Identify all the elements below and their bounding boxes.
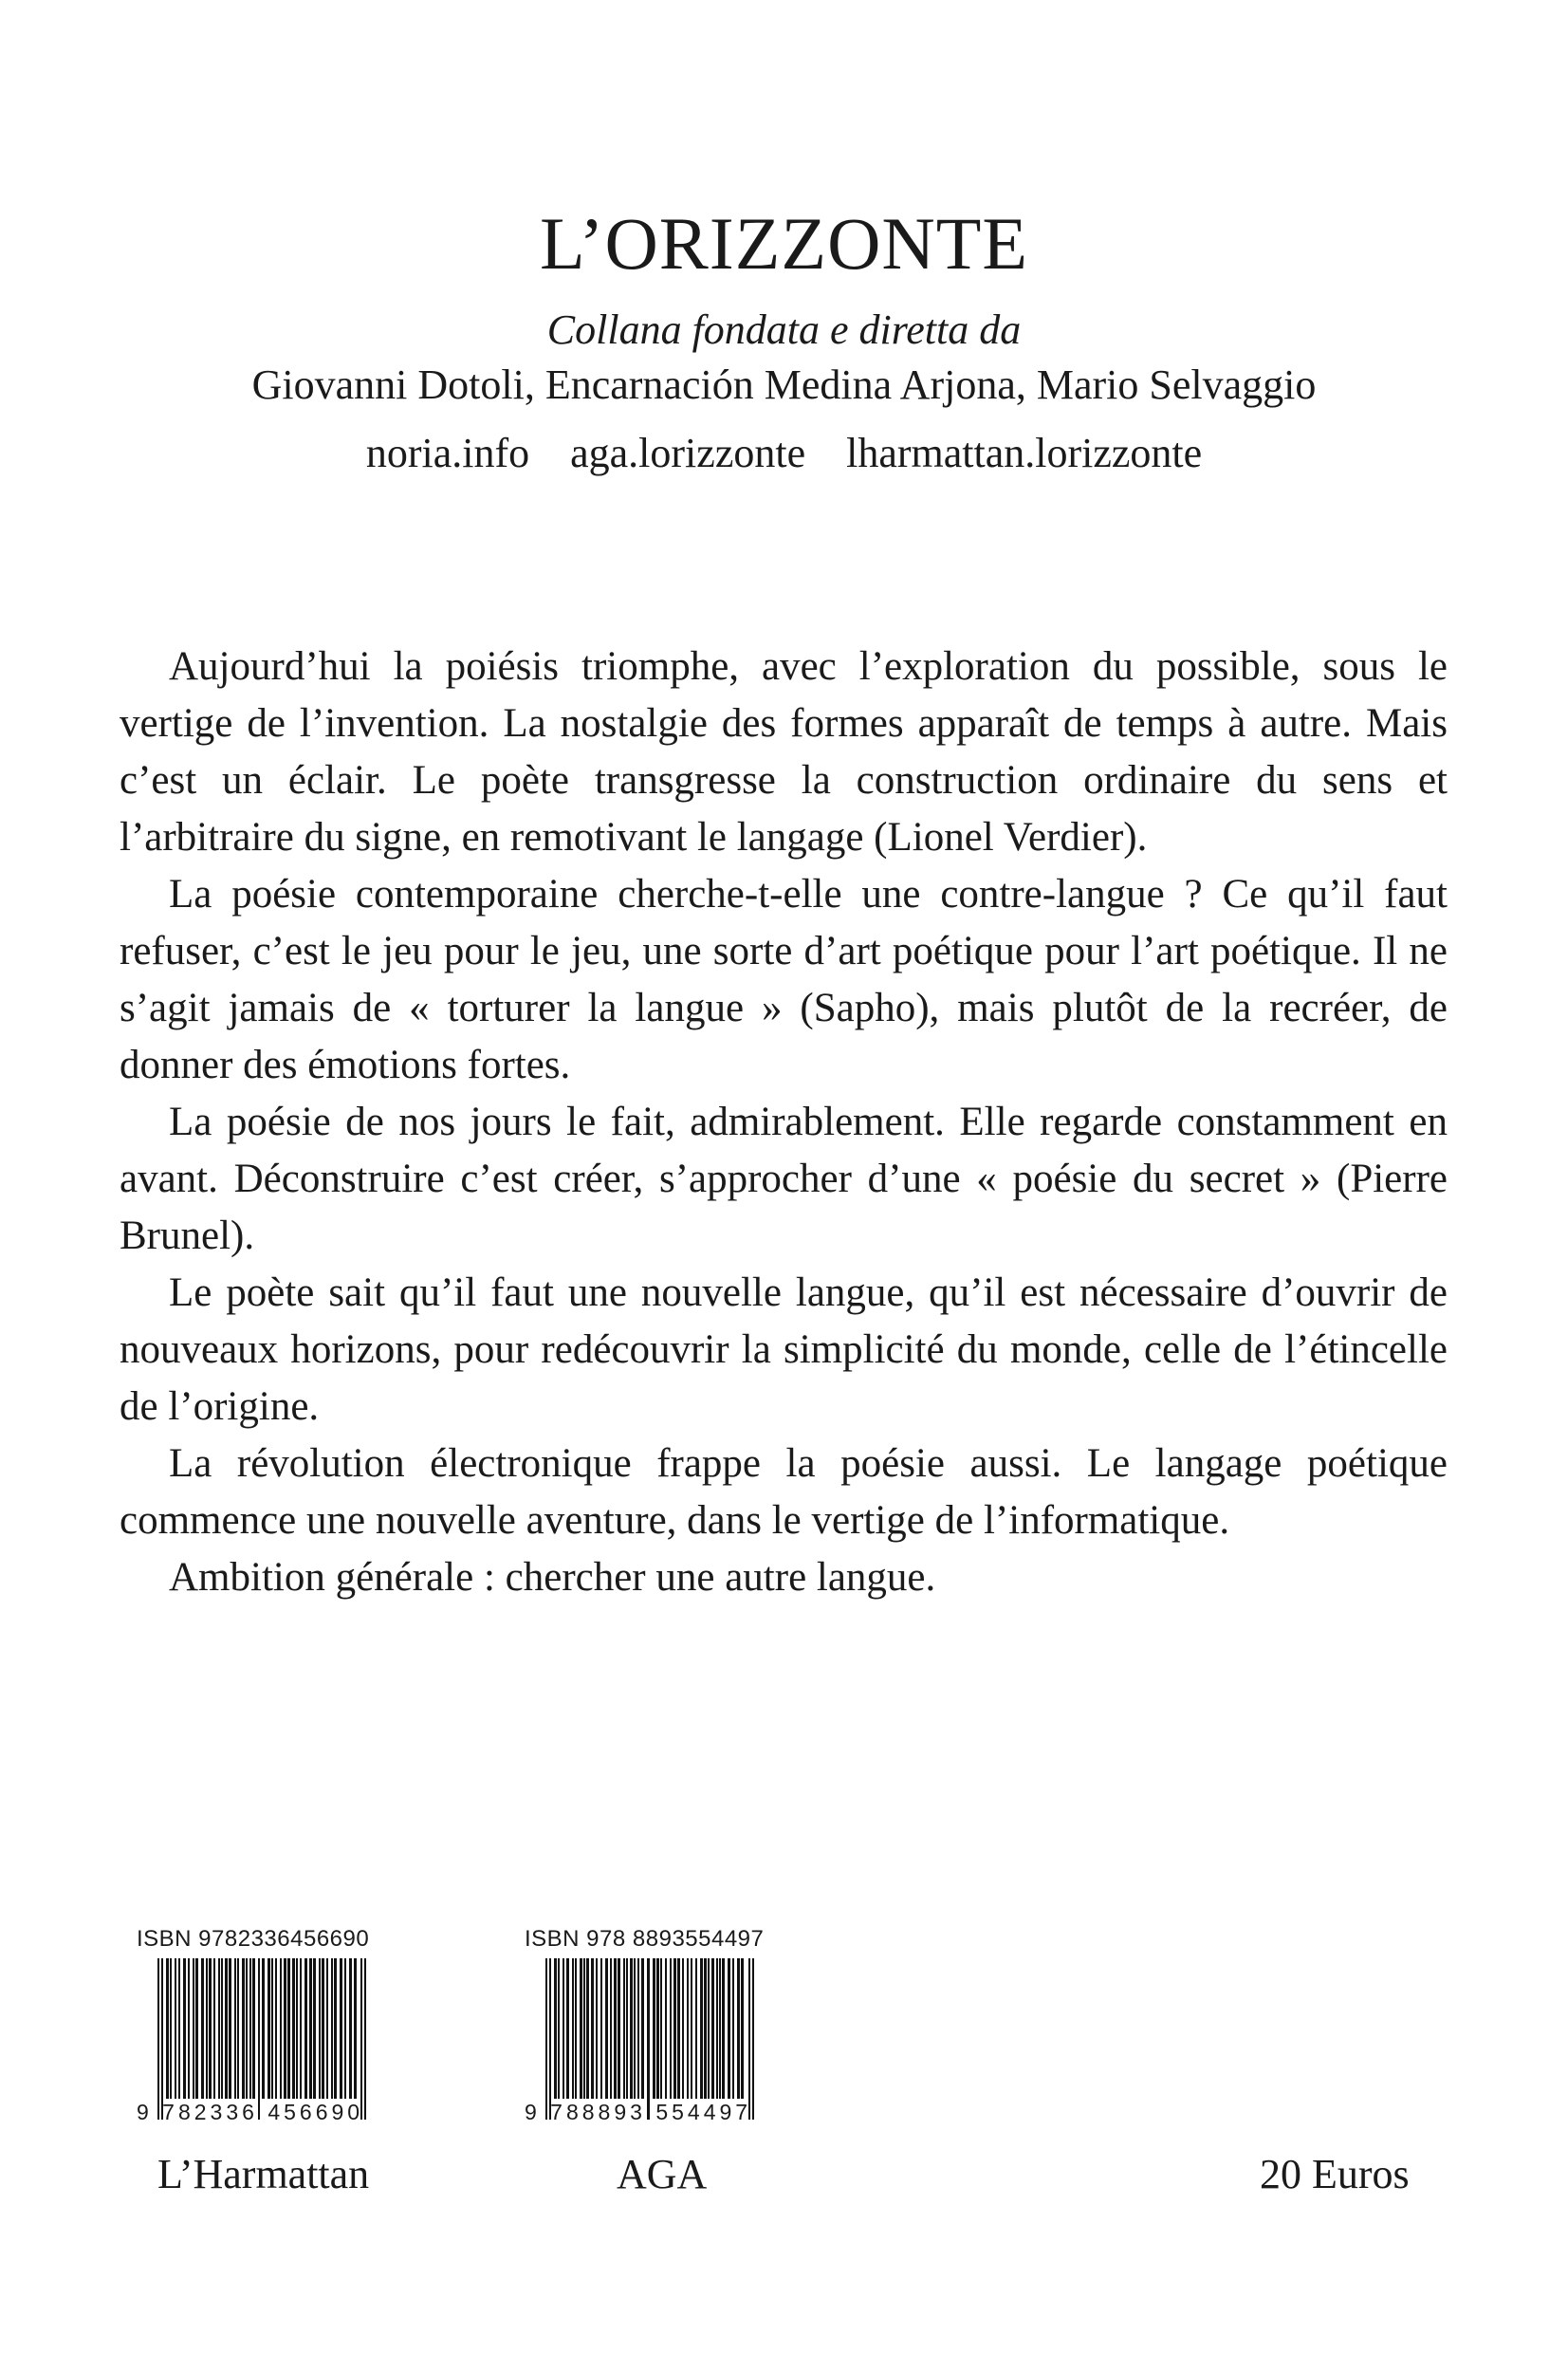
barcode-bar xyxy=(280,1958,282,2099)
barcode-bar xyxy=(364,1958,366,2120)
barcode-bar xyxy=(234,1958,236,2099)
barcode-bar xyxy=(334,1958,337,2099)
barcode-bar xyxy=(614,1958,617,2099)
barcode-bar xyxy=(673,1958,676,2099)
barcode-bar xyxy=(545,1958,547,2120)
barcode-bar xyxy=(563,1958,564,2099)
barcode-bar xyxy=(292,1958,295,2099)
barcode-aga xyxy=(525,1928,773,2125)
barcode-bar xyxy=(691,1958,692,2099)
link-lharmattan: lharmattan.lorizzonte xyxy=(846,430,1203,476)
barcode-bar xyxy=(157,1958,159,2120)
barcode-bar xyxy=(660,1958,662,2099)
back-cover-text xyxy=(120,639,1448,1606)
barcode-bar xyxy=(161,1958,163,2120)
barcode-bar xyxy=(719,1958,721,2099)
barcode-bar xyxy=(313,1958,316,2099)
barcode-bar xyxy=(296,1958,298,2099)
barcode-bar xyxy=(319,1958,321,2099)
barcode-bar xyxy=(246,1958,248,2099)
barcode-bar xyxy=(225,1958,228,2099)
series-directors: Giovanni Dotoli, Encarnación Medina Arjona, Mario Selvaggio xyxy=(251,361,1317,408)
barcode-bar xyxy=(229,1958,231,2099)
barcode-bar xyxy=(623,1958,625,2099)
barcode-bar xyxy=(647,1958,650,2120)
barcode-bar xyxy=(549,1958,551,2120)
barcode-bar xyxy=(300,1958,302,2099)
barcode-bar xyxy=(178,1958,180,2099)
isbn-label-harmattan: ISBN 9782336456690 xyxy=(137,1926,370,1952)
paragraph-4: Le poète sait qu’il faut une nouvelle langue, qu’il est nécessaire d’ouvrir de nouveaux horizons, pour redécouvrir la simplicité du monde, celle de l’étincelle de l’origine. xyxy=(120,1270,1448,1429)
barcode-bar xyxy=(708,1958,710,2099)
barcode-bar xyxy=(586,1958,589,2099)
price: 20 Euros xyxy=(1260,2151,1410,2197)
barcode-bar xyxy=(637,1958,639,2099)
barcode-bar xyxy=(687,1958,689,2099)
paragraph-2: La poésie contemporaine cherche-t-elle une contre-langue ? Ce qu’il faut refuser, c’est le jeu pour le jeu, une sorte d’art poétique pour l’art poétique. Il ne s’agit jamais de « torturer la langue » (Sapho), mais plutôt de la recréer, de donner des émotions fortes. xyxy=(120,872,1448,1087)
barcode-bar xyxy=(605,1958,608,2099)
barcode-bar xyxy=(322,1958,324,2099)
barcode-bar xyxy=(641,1958,644,2099)
barcode-bar xyxy=(716,1958,718,2099)
barcode-bar xyxy=(344,1958,346,2099)
barcode-bar xyxy=(340,1958,342,2099)
barcode-bar xyxy=(170,1958,172,2099)
barcode-bar xyxy=(206,1958,208,2099)
barcode-bar xyxy=(213,1958,215,2099)
barcode-bar xyxy=(583,1958,585,2099)
barcode-bar xyxy=(728,1958,730,2099)
barcode-bar xyxy=(354,1958,357,2099)
barcode-bar xyxy=(275,1958,277,2099)
paragraph-3: La poésie de nos jours le fait, admirablement. Elle regarde constamment en avant. Déconstruire c’est créer, s’approcher d’une « poésie du secret » (Pierre Brunel). xyxy=(120,1100,1448,1258)
barcode-bar xyxy=(195,1958,198,2099)
barcode-bar xyxy=(175,1958,176,2099)
isbn-label-aga: ISBN 978 8893554497 xyxy=(525,1926,765,1952)
barcode-bar xyxy=(221,1958,223,2099)
barcode-bar xyxy=(575,1958,577,2099)
barcode-bar xyxy=(284,1958,286,2099)
barcode-bar xyxy=(558,1958,560,2099)
barcode-bar xyxy=(665,1958,667,2099)
barcode-bar xyxy=(572,1958,574,2099)
barcode-harmattan xyxy=(137,1928,385,2125)
barcode-bar xyxy=(634,1958,636,2099)
barcode-bar xyxy=(653,1958,655,2099)
barcode-bar xyxy=(554,1958,557,2099)
series-links xyxy=(0,430,1568,476)
series-title: L’ORIZZONTE xyxy=(539,202,1029,285)
barcode-bar xyxy=(183,1958,186,2099)
barcode-bar xyxy=(326,1958,328,2099)
barcode-bar xyxy=(600,1958,602,2099)
barcode-bar xyxy=(209,1958,212,2099)
barcode-bar xyxy=(360,1958,362,2120)
barcode-bar xyxy=(626,1958,628,2099)
barcode-bar xyxy=(267,1958,270,2099)
publisher-harmattan: L’Harmattan xyxy=(157,2151,370,2197)
barcode-bar xyxy=(682,1958,684,2099)
isbn-digits-aga: 9 788893 554497 xyxy=(525,2100,752,2124)
barcode-bar xyxy=(349,1958,352,2099)
barcode-bar xyxy=(252,1958,255,2099)
isbn-digits-harmattan: 9 782336 456690 xyxy=(137,2100,364,2124)
barcode-bar xyxy=(677,1958,680,2099)
barcode-bar xyxy=(748,1958,750,2120)
paragraph-5: La révolution électronique frappe la poésie aussi. Le langage poétique commence une nouvelle aventure, dans le vertige de l’informatique. xyxy=(120,1441,1448,1543)
barcode-bar xyxy=(670,1958,672,2099)
paragraph-1: Aujourd’hui la poiésis triomphe, avec l’exploration du possible, sous le vertige de l’invention. La nostalgie des formes apparaît de temps à autre. Mais c’est un éclair. Le poète transgresse la construction ordinaire du sens et l’arbitraire du signe, en remotivant le langage (Lionel Verdier). xyxy=(120,644,1448,860)
barcode-bar xyxy=(201,1958,204,2099)
barcode-bar xyxy=(242,1958,245,2099)
barcode-bar xyxy=(704,1958,707,2099)
barcode-bar xyxy=(331,1958,333,2099)
series-subtitle: Collana fondata e diretta da xyxy=(546,306,1022,353)
barcode-bar xyxy=(249,1958,251,2099)
barcode-bar xyxy=(237,1958,239,2099)
barcode-bar xyxy=(218,1958,220,2099)
barcode-bar xyxy=(188,1958,190,2099)
barcode-bar xyxy=(610,1958,612,2099)
barcode-bar xyxy=(618,1958,620,2099)
barcode-bar xyxy=(193,1958,194,2099)
link-noria: noria.info xyxy=(365,430,530,476)
barcode-bar xyxy=(737,1958,740,2099)
barcode-bar xyxy=(732,1958,734,2099)
barcode-bar xyxy=(271,1958,273,2099)
barcode-bar xyxy=(695,1958,697,2099)
barcode-bar xyxy=(258,1958,260,2120)
barcode-bar xyxy=(591,1958,594,2099)
paragraph-6: Ambition générale : chercher une autre langue. xyxy=(169,1555,936,1600)
barcode-bar xyxy=(741,1958,744,2099)
barcode-bar xyxy=(304,1958,307,2099)
publisher-aga: AGA xyxy=(617,2151,708,2197)
barcode-bar xyxy=(166,1958,169,2099)
barcode-bar xyxy=(566,1958,569,2099)
barcode-bar xyxy=(700,1958,703,2099)
barcode-bar xyxy=(722,1958,725,2099)
barcode-bar xyxy=(630,1958,633,2099)
barcode-bar xyxy=(656,1958,659,2099)
link-aga: aga.lorizzonte xyxy=(570,430,806,476)
barcode-bar xyxy=(752,1958,754,2120)
barcode-bar xyxy=(262,1958,265,2099)
barcode-bar xyxy=(309,1958,312,2099)
barcode-bar xyxy=(580,1958,582,2099)
barcode-bar xyxy=(287,1958,290,2099)
barcode-bar xyxy=(596,1958,598,2099)
barcode-bar xyxy=(711,1958,714,2099)
